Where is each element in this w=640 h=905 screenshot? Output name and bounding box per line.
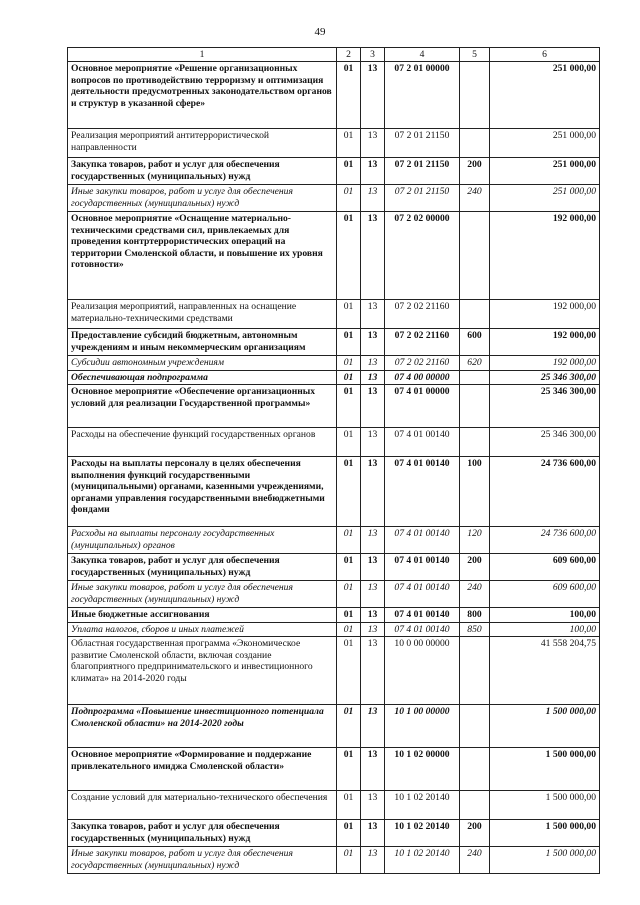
expense-type-cell [460,300,490,329]
column-header: 3 [361,48,385,62]
table-row [68,847,600,874]
section-code-cell: 01 [337,847,361,874]
target-article-cell: 10 1 02 20140 [385,791,460,820]
section-code-cell: 01 [337,356,361,371]
expense-type-cell [460,637,490,705]
budget-table [67,47,600,874]
subsection-code-cell: 13 [361,457,385,527]
section-code-cell: 01 [337,608,361,623]
row-name-cell: Основное мероприятие «Обеспечение организационных условий для реализации Государственной программы» [68,385,337,428]
expense-type-cell: 240 [460,847,490,874]
section-code-cell: 01 [337,705,361,748]
expense-type-cell [460,791,490,820]
subsection-code-cell: 13 [361,428,385,457]
amount-cell: 25 346 300,00 [490,370,600,385]
row-name-cell: Основное мероприятие «Формирование и поддержание привлекательного имиджа Смоленской области» [68,748,337,791]
amount-cell: 100,00 [490,608,600,623]
section-code-cell: 01 [337,748,361,791]
subsection-code-cell: 13 [361,356,385,371]
expense-type-cell [460,370,490,385]
amount-cell: 192 000,00 [490,212,600,300]
row-name-cell: Расходы на обеспечение функций государственных органов [68,428,337,457]
subsection-code-cell: 13 [361,129,385,158]
section-code-cell: 01 [337,428,361,457]
section-code-cell: 01 [337,527,361,554]
table-row [68,428,600,457]
subsection-code-cell: 13 [361,300,385,329]
page-number: 49 [314,26,326,38]
row-name-cell: Уплата налогов, сборов и иных платежей [68,622,337,637]
expense-type-cell [460,705,490,748]
table-row [68,158,600,185]
amount-cell: 100,00 [490,622,600,637]
section-code-cell: 01 [337,637,361,705]
row-name-cell: Закупка товаров, работ и услуг для обеспечения государственных (муниципальных) нужд [68,554,337,581]
row-name-cell: Расходы на выплаты персоналу государственных (муниципальных) органов [68,527,337,554]
subsection-code-cell: 13 [361,791,385,820]
table-row [68,457,600,527]
target-article-cell: 07 2 02 21160 [385,300,460,329]
subsection-code-cell: 13 [361,637,385,705]
target-article-cell: 07 2 02 00000 [385,212,460,300]
row-name-cell: Иные закупки товаров, работ и услуг для обеспечения государственных (муниципальных) нужд [68,847,337,874]
subsection-code-cell: 13 [361,62,385,129]
target-article-cell: 07 4 01 00140 [385,622,460,637]
target-article-cell: 07 4 01 00140 [385,527,460,554]
expense-type-cell: 850 [460,622,490,637]
column-number-row [68,48,600,62]
row-name-cell: Подпрограмма «Повышение инвестиционного потенциала Смоленской области» на 2014-2020 годы [68,705,337,748]
table-row [68,637,600,705]
target-article-cell: 10 0 00 00000 [385,637,460,705]
expense-type-cell [460,385,490,428]
section-code-cell: 01 [337,370,361,385]
section-code-cell: 01 [337,329,361,356]
expense-type-cell: 600 [460,329,490,356]
column-header: 4 [385,48,460,62]
column-header: 6 [490,48,600,62]
section-code-cell: 01 [337,158,361,185]
subsection-code-cell: 13 [361,554,385,581]
amount-cell: 609 600,00 [490,554,600,581]
target-article-cell: 07 2 01 21150 [385,129,460,158]
table-row [68,385,600,428]
expense-type-cell: 240 [460,185,490,212]
amount-cell: 251 000,00 [490,62,600,129]
row-name-cell: Реализация мероприятий антитеррористической направленности [68,129,337,158]
subsection-code-cell: 13 [361,581,385,608]
subsection-code-cell: 13 [361,705,385,748]
subsection-code-cell: 13 [361,329,385,356]
target-article-cell: 10 1 02 00000 [385,748,460,791]
table-row [68,820,600,847]
expense-type-cell: 240 [460,581,490,608]
target-article-cell: 07 4 01 00140 [385,428,460,457]
expense-type-cell [460,62,490,129]
section-code-cell: 01 [337,300,361,329]
budget-table-body [68,48,600,874]
amount-cell: 25 346 300,00 [490,385,600,428]
target-article-cell: 07 4 01 00140 [385,581,460,608]
amount-cell: 24 736 600,00 [490,457,600,527]
section-code-cell: 01 [337,622,361,637]
target-article-cell: 10 1 02 20140 [385,820,460,847]
column-header: 1 [68,48,337,62]
column-header: 2 [337,48,361,62]
row-name-cell: Иные закупки товаров, работ и услуг для обеспечения государственных (муниципальных) нужд [68,581,337,608]
subsection-code-cell: 13 [361,185,385,212]
amount-cell: 1 500 000,00 [490,705,600,748]
subsection-code-cell: 13 [361,370,385,385]
target-article-cell: 07 2 02 21160 [385,356,460,371]
expense-type-cell: 200 [460,554,490,581]
target-article-cell: 07 4 01 00140 [385,457,460,527]
row-name-cell: Областная государственная программа «Экономическое развитие Смоленской области, включая создание благоприятного предпринимательского и инвестиционного климата» на 2014-2020 годы [68,637,337,705]
subsection-code-cell: 13 [361,847,385,874]
expense-type-cell: 120 [460,527,490,554]
subsection-code-cell: 13 [361,608,385,623]
subsection-code-cell: 13 [361,527,385,554]
target-article-cell: 10 1 02 20140 [385,847,460,874]
amount-cell: 1 500 000,00 [490,820,600,847]
expense-type-cell: 800 [460,608,490,623]
table-row [68,62,600,129]
table-row [68,300,600,329]
row-name-cell: Расходы на выплаты персоналу в целях обеспечения выполнения функций государственными (муниципальными) органами, казенными учреждениями, органами управления государственными внебюджетными фондами [68,457,337,527]
amount-cell: 41 558 204,75 [490,637,600,705]
row-name-cell: Обеспечивающая подпрограмма [68,370,337,385]
row-name-cell: Создание условий для материально-технического обеспечения [68,791,337,820]
row-name-cell: Закупка товаров, работ и услуг для обеспечения государственных (муниципальных) нужд [68,820,337,847]
subsection-code-cell: 13 [361,212,385,300]
table-row [68,329,600,356]
amount-cell: 251 000,00 [490,185,600,212]
target-article-cell: 10 1 00 00000 [385,705,460,748]
row-name-cell: Реализация мероприятий, направленных на оснащение материально-техническими средствами [68,300,337,329]
amount-cell: 24 736 600,00 [490,527,600,554]
amount-cell: 1 500 000,00 [490,791,600,820]
target-article-cell: 07 4 01 00140 [385,554,460,581]
section-code-cell: 01 [337,554,361,581]
target-article-cell: 07 4 01 00000 [385,385,460,428]
table-row [68,791,600,820]
section-code-cell: 01 [337,581,361,608]
expense-type-cell: 620 [460,356,490,371]
table-row [68,705,600,748]
row-name-cell: Субсидии автономным учреждениям [68,356,337,371]
table-row [68,370,600,385]
amount-cell: 609 600,00 [490,581,600,608]
table-row [68,527,600,554]
subsection-code-cell: 13 [361,748,385,791]
expense-type-cell [460,129,490,158]
table-row [68,356,600,371]
target-article-cell: 07 2 01 21150 [385,185,460,212]
row-name-cell: Основное мероприятие «Оснащение материально-техническими средствами сил, привлекаемых для проведения контртеррористических операций на территории Смоленской области, и повышение их уровня готовности» [68,212,337,300]
target-article-cell: 07 2 01 00000 [385,62,460,129]
table-row [68,608,600,623]
column-header: 5 [460,48,490,62]
subsection-code-cell: 13 [361,622,385,637]
table-row [68,129,600,158]
expense-type-cell [460,212,490,300]
amount-cell: 192 000,00 [490,300,600,329]
amount-cell: 192 000,00 [490,329,600,356]
target-article-cell: 07 4 01 00140 [385,608,460,623]
row-name-cell: Закупка товаров, работ и услуг для обеспечения государственных (муниципальных) нужд [68,158,337,185]
row-name-cell: Иные бюджетные ассигнования [68,608,337,623]
row-name-cell: Иные закупки товаров, работ и услуг для обеспечения государственных (муниципальных) нужд [68,185,337,212]
section-code-cell: 01 [337,62,361,129]
section-code-cell: 01 [337,457,361,527]
amount-cell: 25 346 300,00 [490,428,600,457]
target-article-cell: 07 2 02 21160 [385,329,460,356]
target-article-cell: 07 2 01 21150 [385,158,460,185]
amount-cell: 1 500 000,00 [490,847,600,874]
table-row [68,554,600,581]
table-row [68,622,600,637]
section-code-cell: 01 [337,820,361,847]
expense-type-cell [460,428,490,457]
table-row [68,748,600,791]
section-code-cell: 01 [337,185,361,212]
table-row [68,185,600,212]
section-code-cell: 01 [337,212,361,300]
amount-cell: 251 000,00 [490,158,600,185]
amount-cell: 251 000,00 [490,129,600,158]
table-row [68,212,600,300]
section-code-cell: 01 [337,129,361,158]
subsection-code-cell: 13 [361,820,385,847]
amount-cell: 1 500 000,00 [490,748,600,791]
row-name-cell: Основное мероприятие «Решение организационных вопросов по противодействию терроризму и оптимизация деятельности предусмотренных законодательством органов и структур в указанной сфере» [68,62,337,129]
section-code-cell: 01 [337,791,361,820]
row-name-cell: Предоставление субсидий бюджетным, автономным учреждениям и иным некоммерческим организациям [68,329,337,356]
expense-type-cell: 100 [460,457,490,527]
expense-type-cell: 200 [460,158,490,185]
target-article-cell: 07 4 00 00000 [385,370,460,385]
subsection-code-cell: 13 [361,385,385,428]
amount-cell: 192 000,00 [490,356,600,371]
expense-type-cell [460,748,490,791]
expense-type-cell: 200 [460,820,490,847]
table-row [68,581,600,608]
subsection-code-cell: 13 [361,158,385,185]
section-code-cell: 01 [337,385,361,428]
